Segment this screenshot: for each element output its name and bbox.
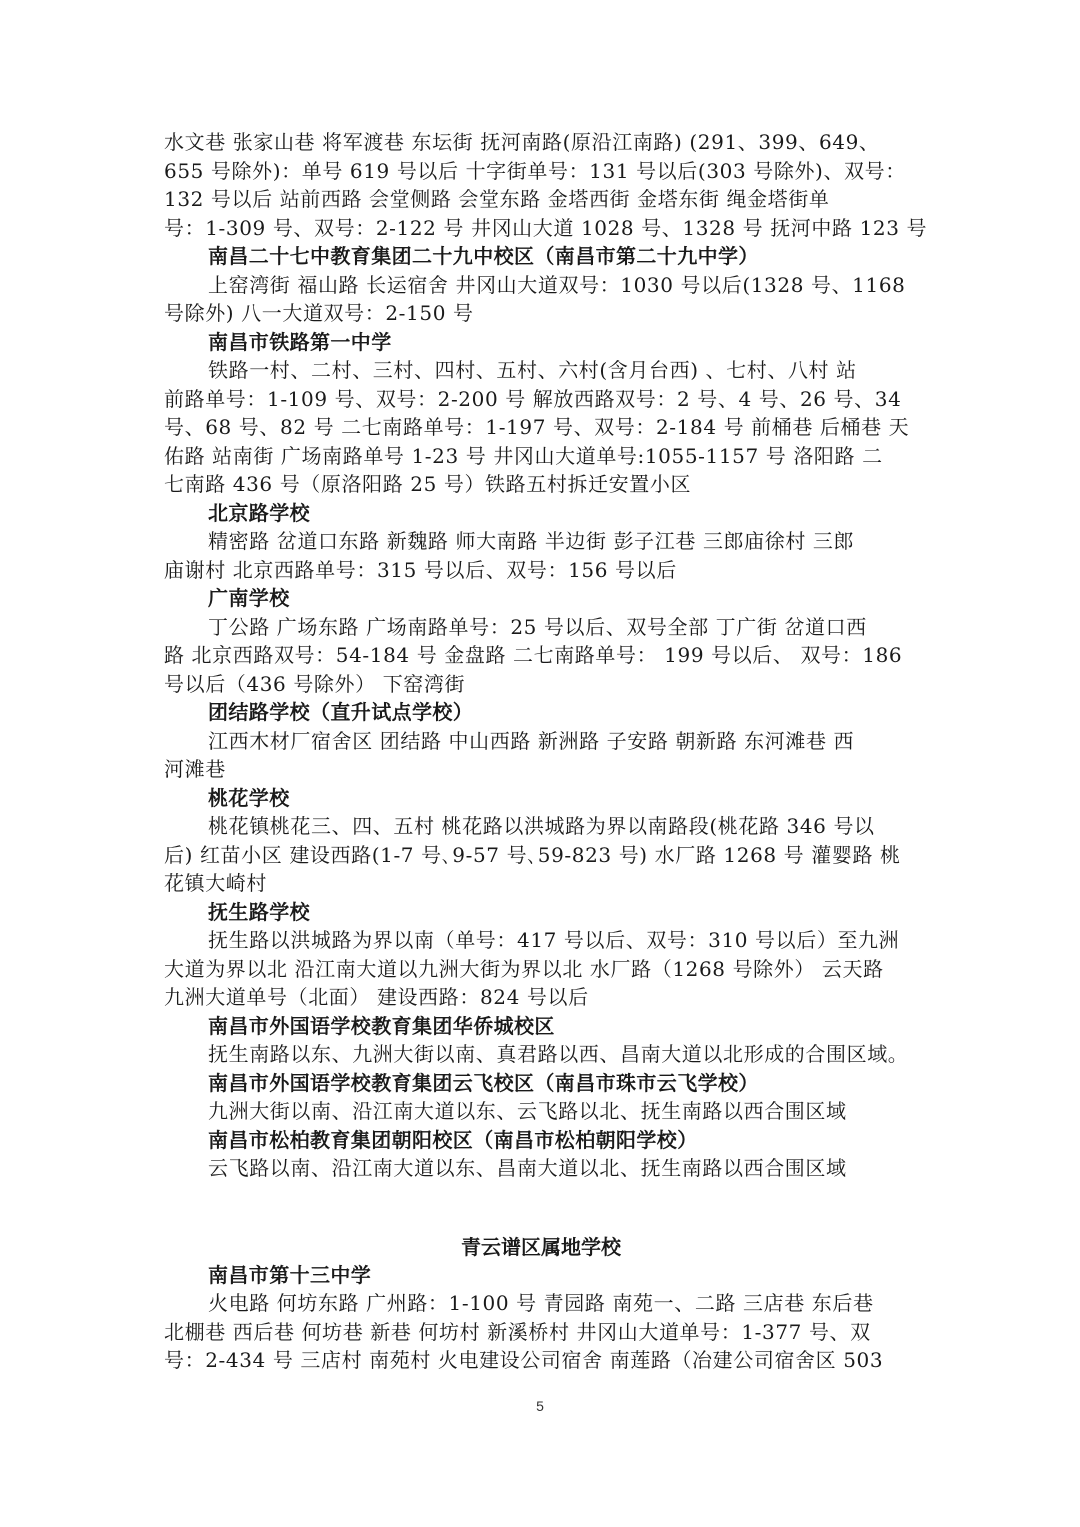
text-line: 云飞路以南、沿江南大道以东、昌南大道以北、抚生南路以西合围区域 bbox=[208, 1156, 847, 1180]
text-line: 后) 红苗小区 建设西路(1-7 号､9-57 号､59-823 号) 水厂路 1268 号 灌婴路 桃 bbox=[164, 842, 901, 867]
school-entry bbox=[164, 898, 918, 1012]
text-line: 桃花镇桃花三、四、五村 桃花路以洪城路为界以南路段(桃花路 346 号以 bbox=[208, 814, 875, 838]
text-line: 号以后（436 号除外） 下窑湾街 bbox=[164, 671, 466, 696]
school-name: 南昌二十七中教育集团二十九中校区（南昌市第二十九中学） bbox=[208, 244, 759, 268]
continuation-paragraph bbox=[164, 128, 928, 242]
school-entry bbox=[164, 242, 918, 328]
school-entry bbox=[164, 1261, 918, 1375]
school-name: 南昌市铁路第一中学 bbox=[208, 329, 392, 354]
school-name: 团结路学校（直升试点学校） bbox=[208, 700, 474, 724]
section-spacer bbox=[164, 1183, 918, 1233]
text-line: 路 北京西路双号：54-184 号 金盘路 二七南路单号： 199 号以后、 双号：186 bbox=[164, 643, 903, 667]
text-line: 号：1-309 号、双号：2-122 号 井冈山大道 1028 号、1328 号 抚河中路 123 号 bbox=[164, 215, 928, 240]
school-entry bbox=[164, 1012, 918, 1069]
school-name: 抚生路学校 bbox=[208, 899, 310, 924]
text-line: 北棚巷 西后巷 何坊巷 新巷 何坊村 新溪桥村 井冈山大道单号：1-377 号、双 bbox=[164, 1319, 871, 1344]
text-line: 上窑湾街 福山路 长运宿舍 井冈山大道双号：1030 号以后(1328 号、1168 bbox=[208, 272, 906, 297]
school-name: 南昌市外国语学校教育集团云飞校区（南昌市珠市云飞学校） bbox=[208, 1070, 759, 1095]
text-line: 江西木材厂宿舍区 团结路 中山西路 新洲路 子安路 朝新路 东河滩巷 西 bbox=[208, 728, 855, 753]
school-name: 南昌市第十三中学 bbox=[208, 1262, 372, 1287]
text-line: 号、68 号、82 号 二七南路单号：1-197 号、双号：2-184 号 前桶巷 后桶巷 天 bbox=[164, 415, 910, 439]
text-line: 水文巷 张家山巷 将军渡巷 东坛街 抚河南路(原沿江南路) (291、399、649、 bbox=[164, 130, 880, 154]
school-entry bbox=[164, 784, 918, 898]
text-line: 九洲大道单号（北面） 建设西路：824 号以后 bbox=[164, 985, 589, 1009]
school-entry bbox=[164, 499, 918, 585]
text-line: 抚生南路以东、九洲大街以南、真君路以西、昌南大道以北形成的合围区域。 bbox=[208, 1042, 909, 1066]
text-line: 655 号除外)：单号 619 号以后 十字街单号：131 号以后(303 号除外)、双号： bbox=[164, 158, 906, 183]
school-entry bbox=[164, 584, 918, 698]
text-line: 大道为界以北 沿江南大道以九洲大街为界以北 水厂路（1268 号除外） 云天路 bbox=[164, 956, 884, 981]
text-line: 九洲大街以南、沿江南大道以东、云飞路以北、抚生南路以西合围区域 bbox=[208, 1099, 847, 1123]
school-name: 桃花学校 bbox=[208, 785, 290, 810]
text-line: 河滩巷 bbox=[164, 757, 226, 781]
school-name: 南昌市外国语学校教育集团华侨城校区 bbox=[208, 1013, 555, 1038]
school-name: 南昌市松柏教育集团朝阳校区（南昌市松柏朝阳学校） bbox=[208, 1127, 698, 1152]
text-line: 号除外) 八一大道双号：2-150 号 bbox=[164, 301, 474, 325]
text-line: 火电路 何坊东路 广州路：1-100 号 青园路 南苑一、二路 三店巷 东后巷 bbox=[208, 1291, 874, 1315]
text-line: 前路单号：1-109 号、双号：2-200 号 解放西路双号：2 号、4 号、26 号、34 bbox=[164, 386, 902, 411]
school-entry bbox=[164, 1069, 918, 1126]
text-line: 佑路 站南街 广场南路单号 1-23 号 井冈山大道单号:1055-1157 号 洛阳路 二 bbox=[164, 443, 883, 468]
text-line: 抚生路以洪城路为界以南（单号：417 号以后、双号：310 号以后）至九洲 bbox=[208, 928, 900, 952]
text-line: 铁路一村、二村、三村、四村、五村、六村(含月台西) 、七村、八村 站 bbox=[208, 358, 857, 382]
text-line: 花镇大崎村 bbox=[164, 871, 267, 895]
school-name: 广南学校 bbox=[208, 586, 290, 610]
text-line: 精密路 岔道口东路 新魏路 师大南路 半边街 彭子江巷 三郎庙徐村 三郎 bbox=[208, 529, 855, 553]
text-line: 七南路 436 号（原洛阳路 25 号）铁路五村拆迁安置小区 bbox=[164, 472, 692, 496]
school-name: 北京路学校 bbox=[208, 500, 310, 525]
school-entry bbox=[164, 698, 918, 784]
text-line: 132 号以后 站前西路 会堂侧路 会堂东路 金塔西街 金塔东街 绳金塔街单 bbox=[164, 187, 830, 211]
section-title: 青云谱区属地学校 bbox=[461, 1234, 621, 1259]
school-entry bbox=[164, 328, 918, 499]
text-line: 号：2-434 号 三店村 南苑村 火电建设公司宿舍 南莲路（冶建公司宿舍区 503 bbox=[164, 1348, 884, 1372]
document-page bbox=[164, 128, 928, 1375]
page-number: 5 bbox=[536, 1398, 544, 1414]
text-line: 丁公路 广场东路 广场南路单号：25 号以后、双号全部 丁广街 岔道口西 bbox=[208, 614, 867, 639]
school-entry bbox=[164, 1126, 918, 1183]
text-line: 庙谢村 北京西路单号：315 号以后、双号：156 号以后 bbox=[164, 557, 677, 582]
